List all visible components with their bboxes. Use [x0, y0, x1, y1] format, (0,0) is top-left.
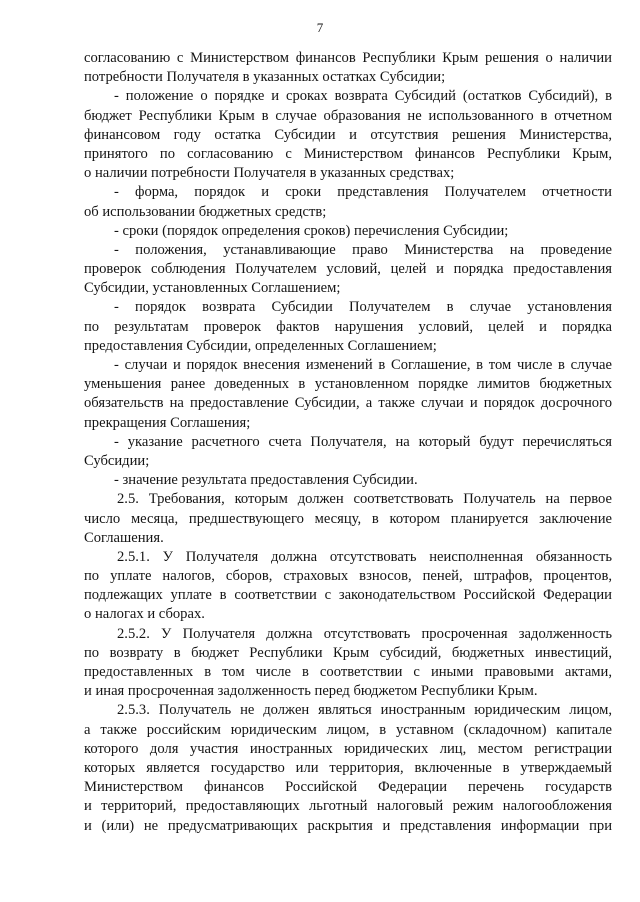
text-line: подлежащих уплате в соответствии с законодательством Российской Федерации: [84, 587, 612, 604]
text-line: - форма, порядок и сроки представления Получателем отчетности: [114, 184, 612, 201]
document-text: [84, 49, 612, 836]
text-line: финансовом году остатка Субсидии и отсутствия решения Министерства,: [84, 126, 612, 143]
text-line: - сроки (порядок определения сроков) перечисления Субсидии;: [114, 222, 509, 239]
text-line: уменьшения ранее доведенных в установленном порядке лимитов бюджетных: [84, 376, 612, 393]
text-line: принятого по согласованию с Министерством финансов Республики Крым,: [84, 145, 612, 162]
text-line: предоставления Субсидии, определенных Соглашением;: [84, 337, 437, 354]
text-line: - положение о порядке и сроках возврата Субсидий (остатков Субсидий), в: [114, 88, 612, 105]
text-line: которых является государство или территория, включенные в утверждаемый: [84, 759, 612, 776]
text-line: по уплате налогов, сборов, страховых взносов, пеней, штрафов, процентов,: [84, 568, 612, 585]
text-line: - порядок возврата Субсидии Получателем в случае установления: [114, 299, 612, 316]
text-line: Субсидии, установленных Соглашением;: [84, 280, 341, 297]
text-line: по результатам проверок фактов нарушения условий, целей и порядка: [84, 318, 612, 335]
text-line: а также российским юридическим лицом, в уставном (складочном) капитале: [84, 721, 612, 738]
text-line: и иная просроченная задолженность перед бюджетом Республики Крым.: [84, 683, 538, 700]
text-line: предоставленных в том числе в соответствии с иными правовыми актами,: [84, 664, 612, 680]
text-line: и (или) не предусматривающих раскрытия и представления информации при: [84, 817, 612, 834]
text-line: 2.5.2. У Получателя должна отсутствовать просроченная задолженность: [117, 625, 612, 642]
text-line: потребности Получателя в указанных остатках Субсидии;: [84, 69, 446, 86]
text-line: и территорий, предоставляющих льготный налоговый режим налогообложения: [84, 798, 612, 815]
page-number: 7: [316, 20, 324, 35]
text-line: о наличии потребности Получателя в указанных средствах;: [84, 165, 455, 182]
text-line: о налогах и сборах.: [84, 606, 205, 623]
text-line: 2.5.3. Получатель не должен являться иностранным юридическим лицом,: [117, 702, 612, 719]
text-line: - положения, устанавливающие право Министерства на проведение: [114, 241, 612, 258]
text-line: обязательств на предоставление Субсидии, а также случаи и порядок досрочного: [84, 395, 612, 412]
text-line: - случаи и порядок внесения изменений в Соглашение, в том числе в случае: [114, 357, 612, 373]
text-line: проверок соблюдения Получателем условий, целей и порядка предоставления: [84, 261, 612, 278]
text-line: 2.5.1. У Получателя должна отсутствовать неисполненная обязанность: [117, 548, 612, 565]
text-line: об использовании бюджетных средств;: [84, 203, 327, 220]
text-line: прекращения Соглашения;: [84, 414, 251, 431]
text-line: по возврату в бюджет Республики Крым субсидий, бюджетных инвестиций,: [84, 644, 612, 661]
text-line: 2.5. Требования, которым должен соответствовать Получатель на первое: [117, 491, 612, 508]
text-line: - значение результата предоставления Субсидии.: [114, 472, 418, 489]
text-line: число месяца, предшествующего месяцу, в котором планируется заключение: [84, 510, 612, 527]
text-line: согласованию с Министерством финансов Республики Крым решения о наличии: [84, 50, 612, 66]
text-line: которого доля участия иностранных юридических лиц, местом регистрации: [84, 740, 612, 757]
text-line: Министерством финансов Российской Федерации перечень государств: [84, 779, 612, 796]
text-line: Соглашения.: [84, 529, 164, 546]
text-line: - указание расчетного счета Получателя, на который будут перечисляться: [114, 433, 612, 450]
text-line: бюджет Республики Крым в случае образования не использованного в отчетном: [84, 107, 612, 124]
text-line: Субсидии;: [84, 452, 150, 469]
